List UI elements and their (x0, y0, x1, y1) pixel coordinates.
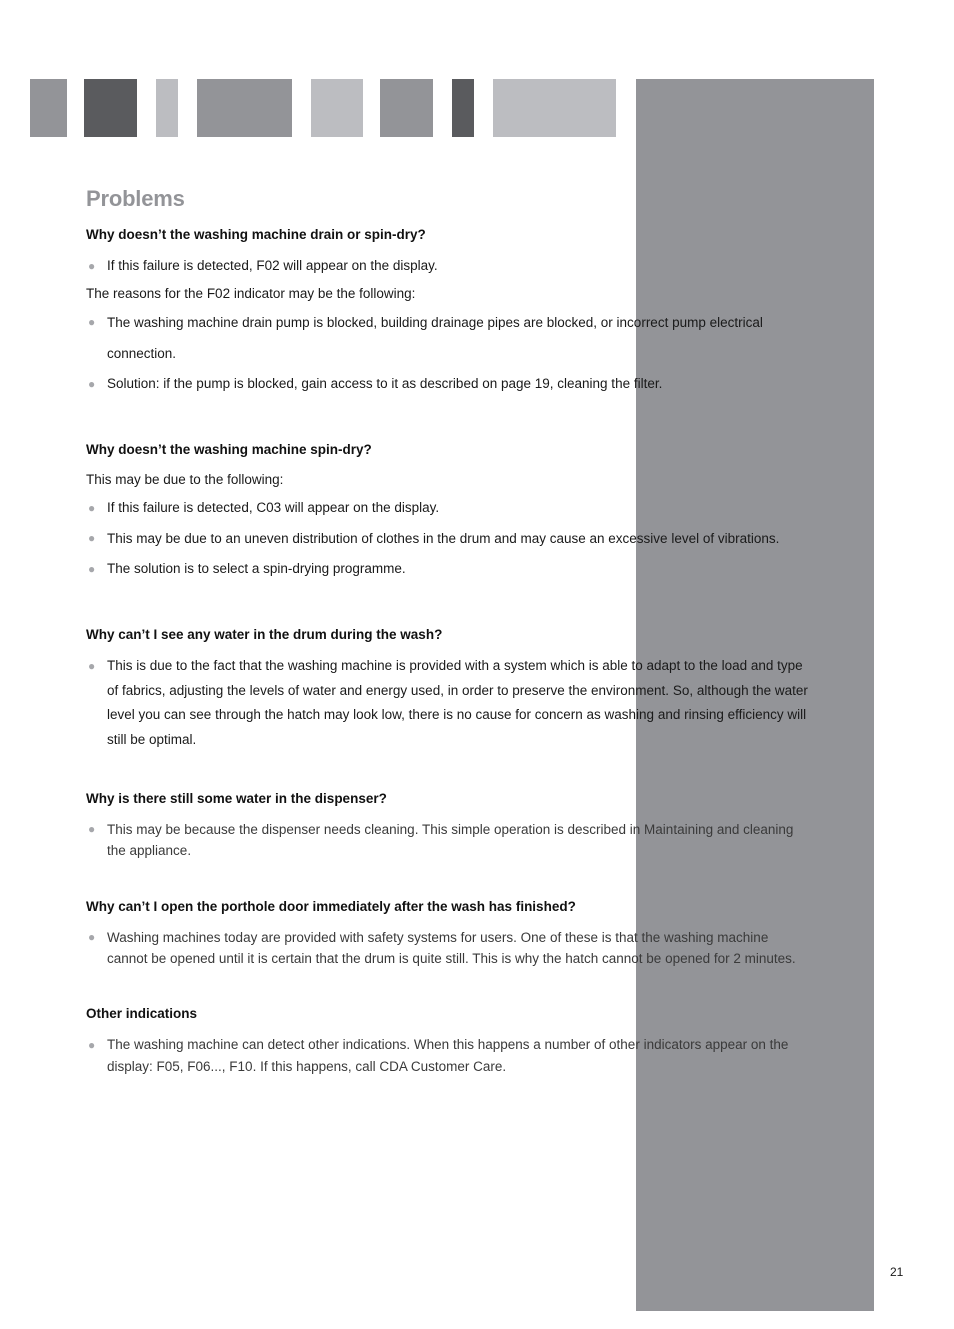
list-item-text: The washing machine drain pump is blocked, building drainage pipes are blocked, or incorrect pump electrical (107, 315, 763, 330)
list-item (86, 654, 826, 752)
page-title: Problems (86, 186, 185, 211)
header-block (380, 79, 433, 137)
list-other (86, 1034, 826, 1078)
question-other: Other indications (86, 1006, 198, 1021)
list-item (86, 369, 826, 399)
list-item (86, 254, 826, 278)
list-item-text: of fabrics, adjusting the levels of water and energy used, in order to preserve the environment. So, although the water (107, 682, 808, 698)
list-item-text: cannot be opened until it is certain that the drum is quite still. This is why the hatch cannot be opened for 2 minutes. (107, 951, 796, 966)
header-block (30, 79, 67, 137)
list-water (86, 654, 826, 752)
spin-intro: This may be due to the following: (86, 472, 284, 487)
list-item-text: If this failure is detected, C03 will appear on the display. (107, 500, 440, 515)
question-water: Why can’t I see any water in the drum during the wash? (86, 627, 443, 642)
header-block (311, 79, 363, 137)
list-item-text: This may be due to an uneven distribution of clothes in the drum and may cause an excessive level of vibrations. (107, 531, 780, 546)
list-item (86, 493, 826, 523)
list-item-text: connection. (107, 346, 177, 361)
list-item-text: still be optimal. (107, 731, 197, 747)
list-item (86, 927, 826, 969)
question-door: Why can’t I open the porthole door immediately after the wash has finished? (86, 899, 576, 914)
header-block (452, 79, 474, 137)
header-block (84, 79, 137, 137)
list-item-text: This may be because the dispenser needs cleaning. This simple operation is described in Maintaining and cleaning (107, 822, 794, 837)
header-block (197, 79, 292, 137)
question-dispenser: Why is there still some water in the dispenser? (86, 791, 387, 806)
list-item-text: The washing machine can detect other indications. When this happens a number of other indicators appear on the (107, 1037, 789, 1052)
list-item-text: This is due to the fact that the washing machine is provided with a system which is able to adapt to the load and type (107, 658, 803, 673)
bullet-dot-icon: ● (88, 562, 96, 576)
bullet-dot-icon: ● (88, 315, 96, 329)
list-drain-1 (86, 254, 826, 278)
bullet-dot-icon: ● (88, 822, 96, 836)
header-block (493, 79, 616, 137)
list-item-text: If this failure is detected, F02 will appear on the display. (107, 258, 438, 273)
bullet-dot-icon: ● (88, 659, 96, 673)
header-block (156, 79, 178, 137)
list-item (86, 819, 826, 861)
question-spin: Why doesn’t the washing machine spin-dry? (86, 442, 372, 457)
page-content (86, 186, 826, 1078)
list-door (86, 927, 826, 969)
question-drain: Why doesn’t the washing machine drain or spin-dry? (86, 227, 426, 242)
list-spin (86, 493, 826, 584)
list-item-text: level you can see through the hatch may look low, there is no cause for concern as washing and rinsing efficiency will (107, 707, 807, 722)
bullet-dot-icon: ● (88, 1038, 96, 1052)
list-item-text: Solution: if the pump is blocked, gain access to it as described on page 19, cleaning the filter. (107, 376, 663, 391)
bullet-dot-icon: ● (88, 501, 96, 515)
list-item (86, 307, 826, 369)
drain-intro: The reasons for the F02 indicator may be the following: (86, 286, 416, 301)
bullet-dot-icon: ● (88, 377, 96, 391)
bullet-dot-icon: ● (88, 531, 96, 545)
list-item (86, 554, 826, 584)
list-dispenser (86, 819, 826, 861)
page-number: 21 (890, 1265, 904, 1279)
list-item-text: the appliance. (107, 843, 192, 858)
list-drain-2 (86, 307, 826, 399)
list-item-text: display: F05, F06..., F10. If this happens, call CDA Customer Care. (107, 1059, 507, 1074)
bullet-dot-icon: ● (88, 930, 96, 944)
list-item (86, 1034, 826, 1078)
list-item (86, 523, 826, 554)
bullet-dot-icon: ● (88, 259, 96, 273)
list-item-text: The solution is to select a spin-drying programme. (107, 561, 406, 576)
list-item-text: Washing machines today are provided with safety systems for users. One of these is that the washing machine (107, 930, 769, 945)
